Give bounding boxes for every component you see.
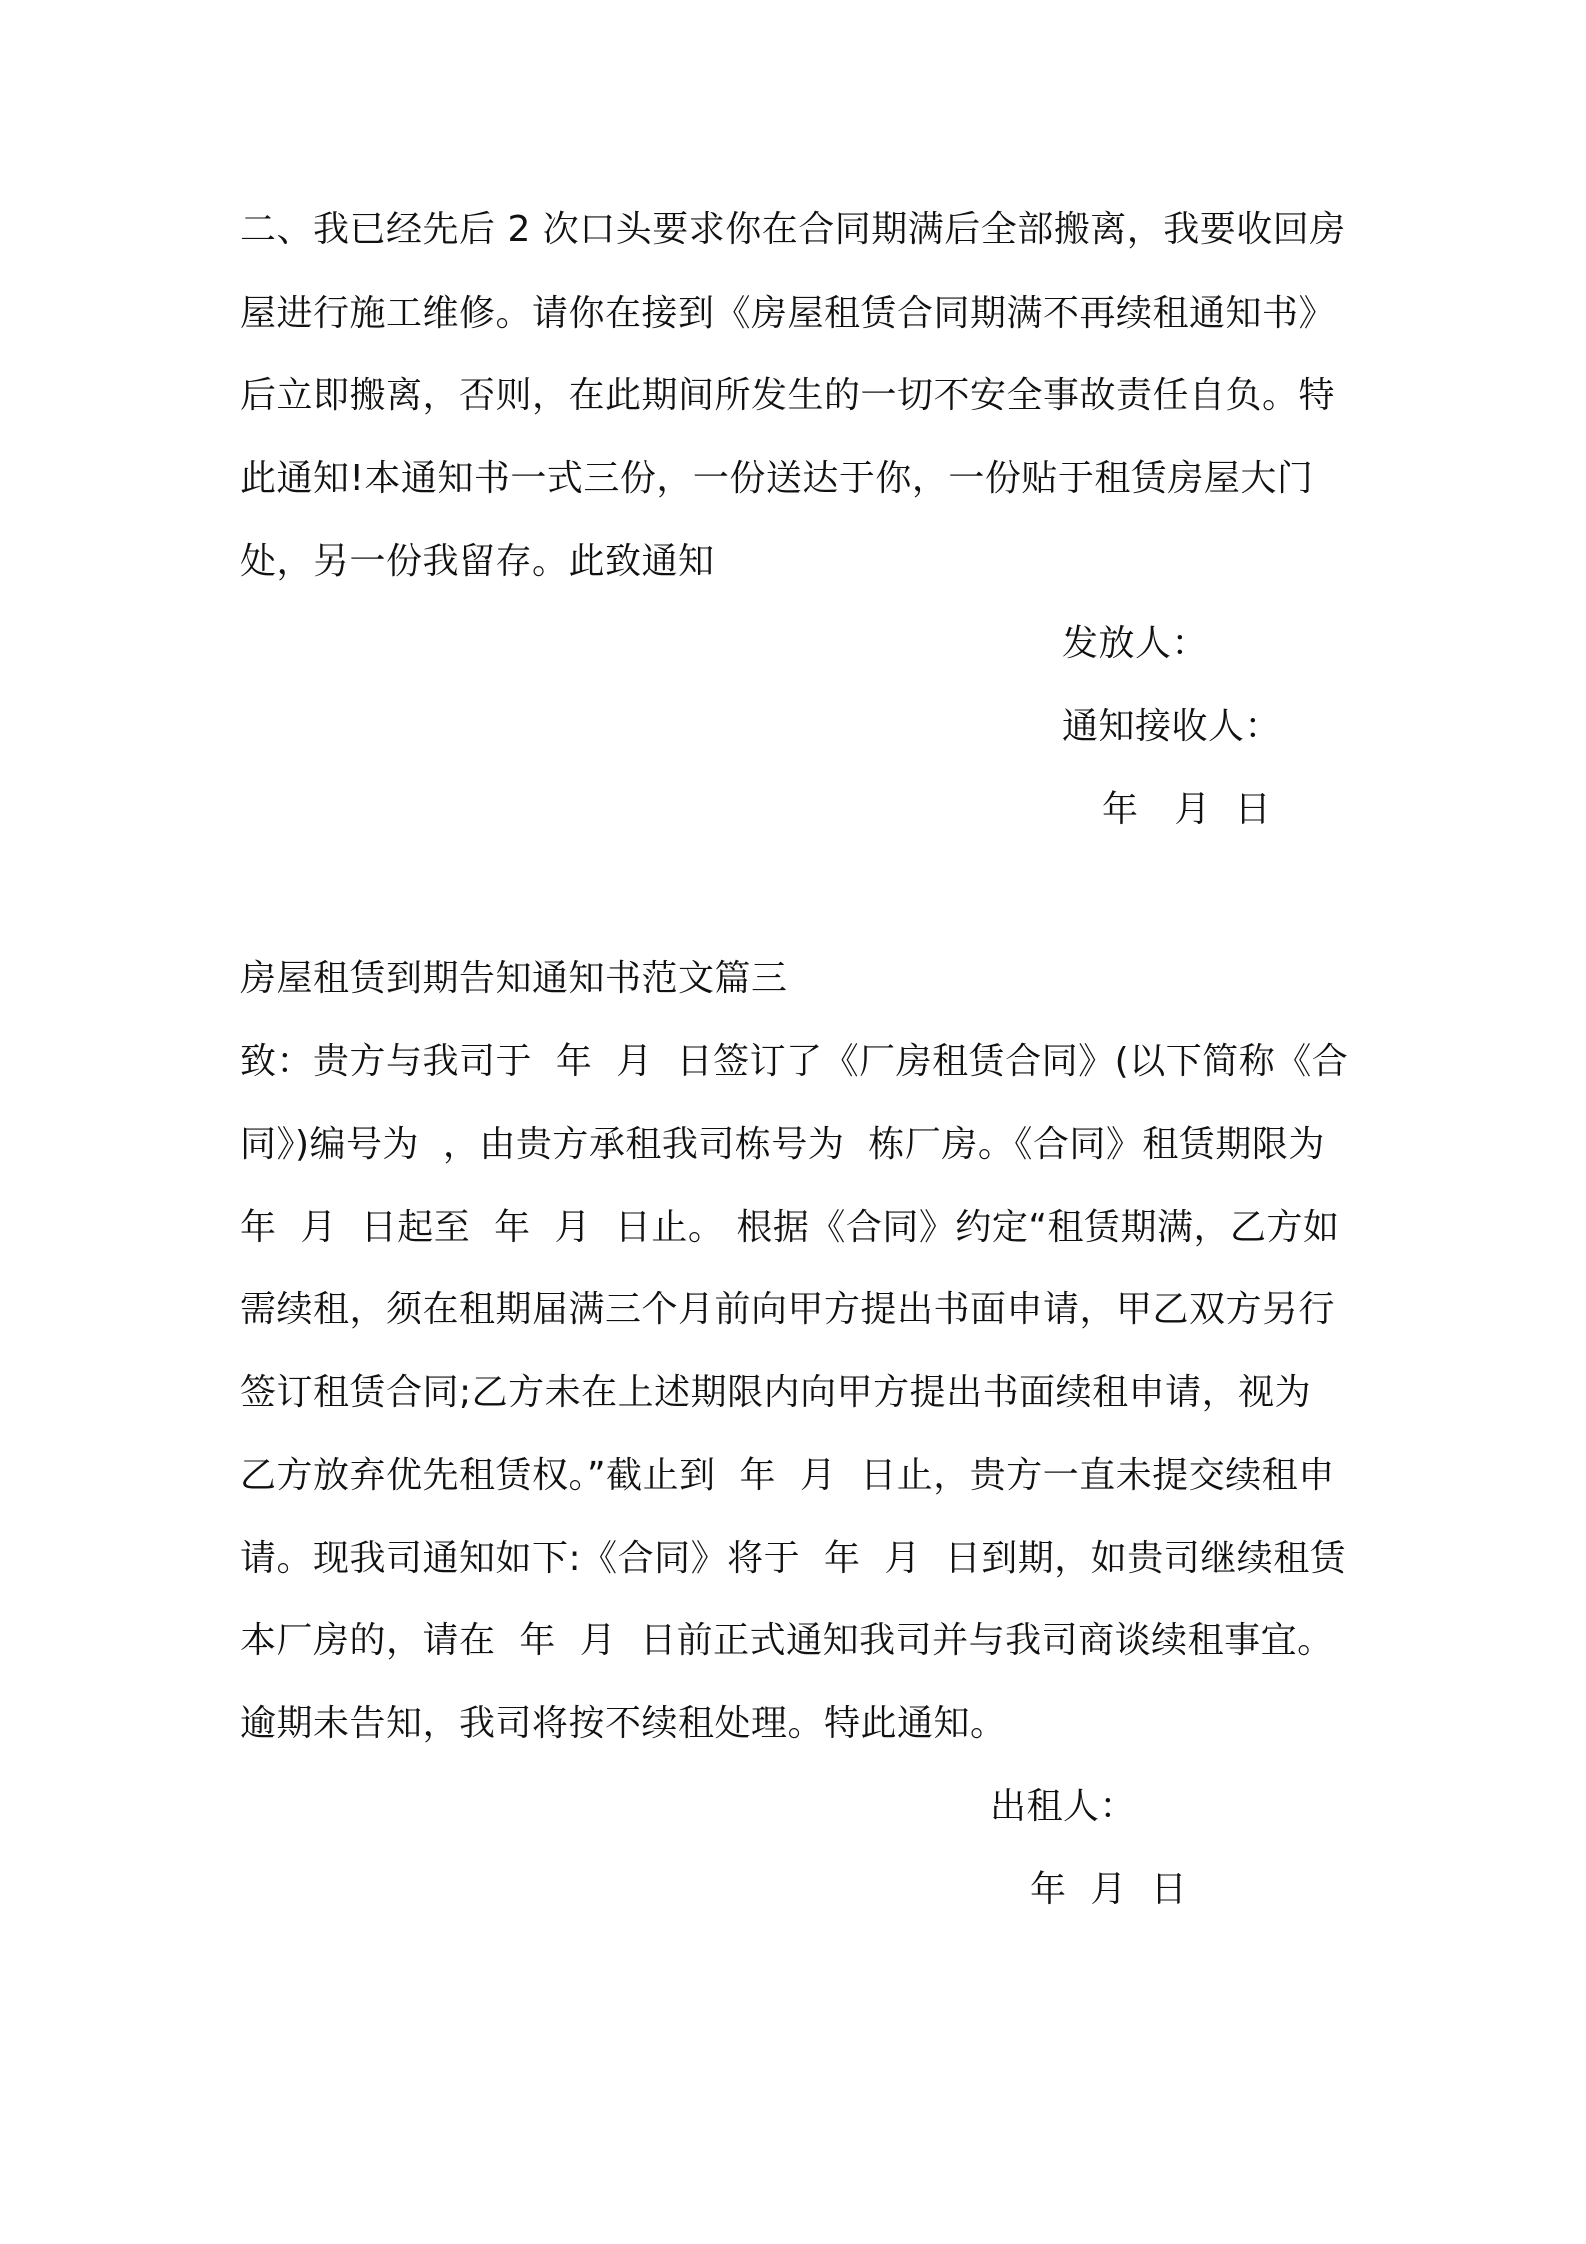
article-three-line-5: 签订租赁合同;乙方未在上述期限内向甲方提出书面续租申请，视为 <box>240 1372 1312 1413</box>
section-two-line-4: 此通知!本通知书一式三份，一份送达于你，一份贴于租赁房屋大门 <box>240 458 1314 499</box>
section-two-line-5: 处，另一份我留存。此致通知 <box>240 541 715 582</box>
article-three-date: 年 月 日 <box>1030 1869 1188 1910</box>
article-three-line-1: 致：贵方与我司于 年 月 日签订了《厂房租赁合同》(以下简称《合 <box>240 1041 1349 1082</box>
article-three-line-8: 本厂房的，请在 年 月 日前正式通知我司并与我司商谈续租事宜。 <box>240 1620 1334 1661</box>
receiver-label: 通知接收人： <box>1062 706 1282 747</box>
section-two-line-2: 屋进行施工维修。请你在接到《房屋租赁合同期满不再续租通知书》 <box>240 293 1336 334</box>
article-three-line-9: 逾期未告知，我司将按不续租处理。特此通知。 <box>240 1703 1007 1744</box>
article-three-line-6: 乙方放弃优先租赁权。”截止到 年 月 日止，贵方一直未提交续租申 <box>240 1455 1335 1496</box>
lessor-label: 出租人： <box>990 1786 1137 1827</box>
article-three-title: 房屋租赁到期告知通知书范文篇三 <box>240 958 788 999</box>
issuer-label: 发放人： <box>1062 623 1209 664</box>
article-three-line-7: 请。现我司通知如下:《合同》将于 年 月 日到期，如贵司继续租赁 <box>240 1538 1347 1579</box>
section-two-line-3: 后立即搬离，否则，在此期间所发生的一切不安全事故责任自负。特 <box>240 375 1336 416</box>
article-three-line-4: 需续租，须在租期届满三个月前向甲方提出书面申请，甲乙双方另行 <box>240 1289 1336 1330</box>
article-three-line-3: 年 月 日起至 年 月 日止。 根据《合同》约定“租赁期满，乙方如 <box>240 1207 1340 1248</box>
article-three-line-2: 同》)编号为 ，由贵方承租我司栋号为 栋厂房。《合同》租赁期限为 <box>240 1124 1325 1165</box>
section-two-date: 年 月 日 <box>1102 789 1272 830</box>
section-two-line-1: 二、我已经先后 2 次口头要求你在合同期满后全部搬离，我要收回房 <box>240 209 1346 250</box>
